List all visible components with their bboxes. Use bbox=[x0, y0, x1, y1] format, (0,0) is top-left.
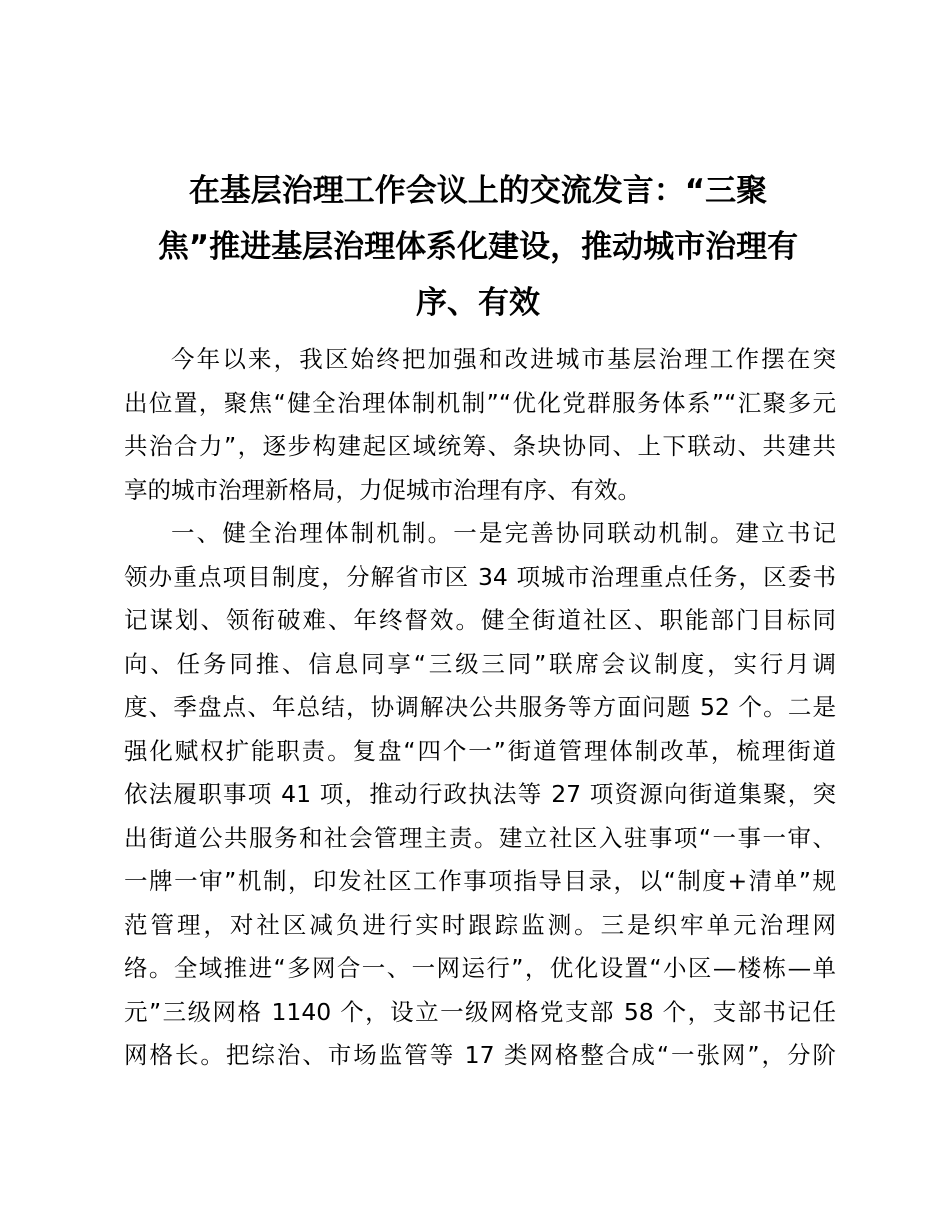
paragraph-section-one bbox=[124, 512, 836, 1078]
text-line: 度、季盘点、年总结，协调解决公共服务等方面问题 52 个。二是 bbox=[124, 693, 836, 721]
text-line: 共治合力”，逐步构建起区域统筹、条块协同、上下联动、共建共 bbox=[124, 432, 836, 460]
title-line: 在基层治理工作会议上的交流发言：“三聚 bbox=[188, 173, 768, 209]
text-line: 一牌一审”机制，印发社区工作事项指导目录，以“制度+清单”规 bbox=[124, 867, 836, 895]
text-line: 今年以来，我区始终把加强和改进城市基层治理工作摆在突 bbox=[171, 345, 836, 373]
text-line: 强化赋权扩能职责。复盘“四个一”街道管理体制改革，梳理街道 bbox=[124, 736, 836, 765]
text-line: 络。全域推进“多网合一、一网运行”，优化设置“小区—楼栋—单 bbox=[124, 954, 836, 982]
text-line: 向、任务同推、信息同享“三级三同”联席会议制度，实行月调 bbox=[124, 649, 836, 678]
title-line: 焦”推进基层治理体系化建设，推动城市治理有 bbox=[157, 229, 799, 265]
text-line: 依法履职事项 41 项，推动行政执法等 27 项资源向街道集聚，突 bbox=[124, 780, 836, 808]
text-line: 记谋划、领衔破难、年终督效。健全街道社区、职能部门目标同 bbox=[124, 606, 836, 634]
text-line: 出街道公共服务和社会管理主责。建立社区入驻事项“一事一审、 bbox=[124, 823, 836, 852]
text-line: 网格长。把综治、市场监管等 17 类网格整合成“一张网”，分阶 bbox=[124, 1041, 836, 1069]
text-line: 享的城市治理新格局，力促城市治理有序、有效。 bbox=[124, 475, 641, 504]
document-title bbox=[120, 163, 836, 331]
text-line: 一、健全治理体制机制。一是完善协同联动机制。建立书记 bbox=[171, 519, 836, 547]
paragraph-intro bbox=[124, 338, 836, 512]
text-line: 元”三级网格 1140 个，设立一级网格党支部 58 个，支部书记任 bbox=[124, 997, 836, 1026]
text-line: 出位置，聚焦“健全治理体制机制”“优化党群服务体系”“汇聚多元 bbox=[124, 388, 836, 417]
title-line: 序、有效 bbox=[416, 285, 540, 321]
text-line: 范管理，对社区减负进行实时跟踪监测。三是织牢单元治理网 bbox=[124, 910, 836, 939]
text-line: 领办重点项目制度，分解省市区 34 项城市治理重点任务，区委书 bbox=[124, 562, 836, 591]
document-body bbox=[124, 338, 836, 1078]
